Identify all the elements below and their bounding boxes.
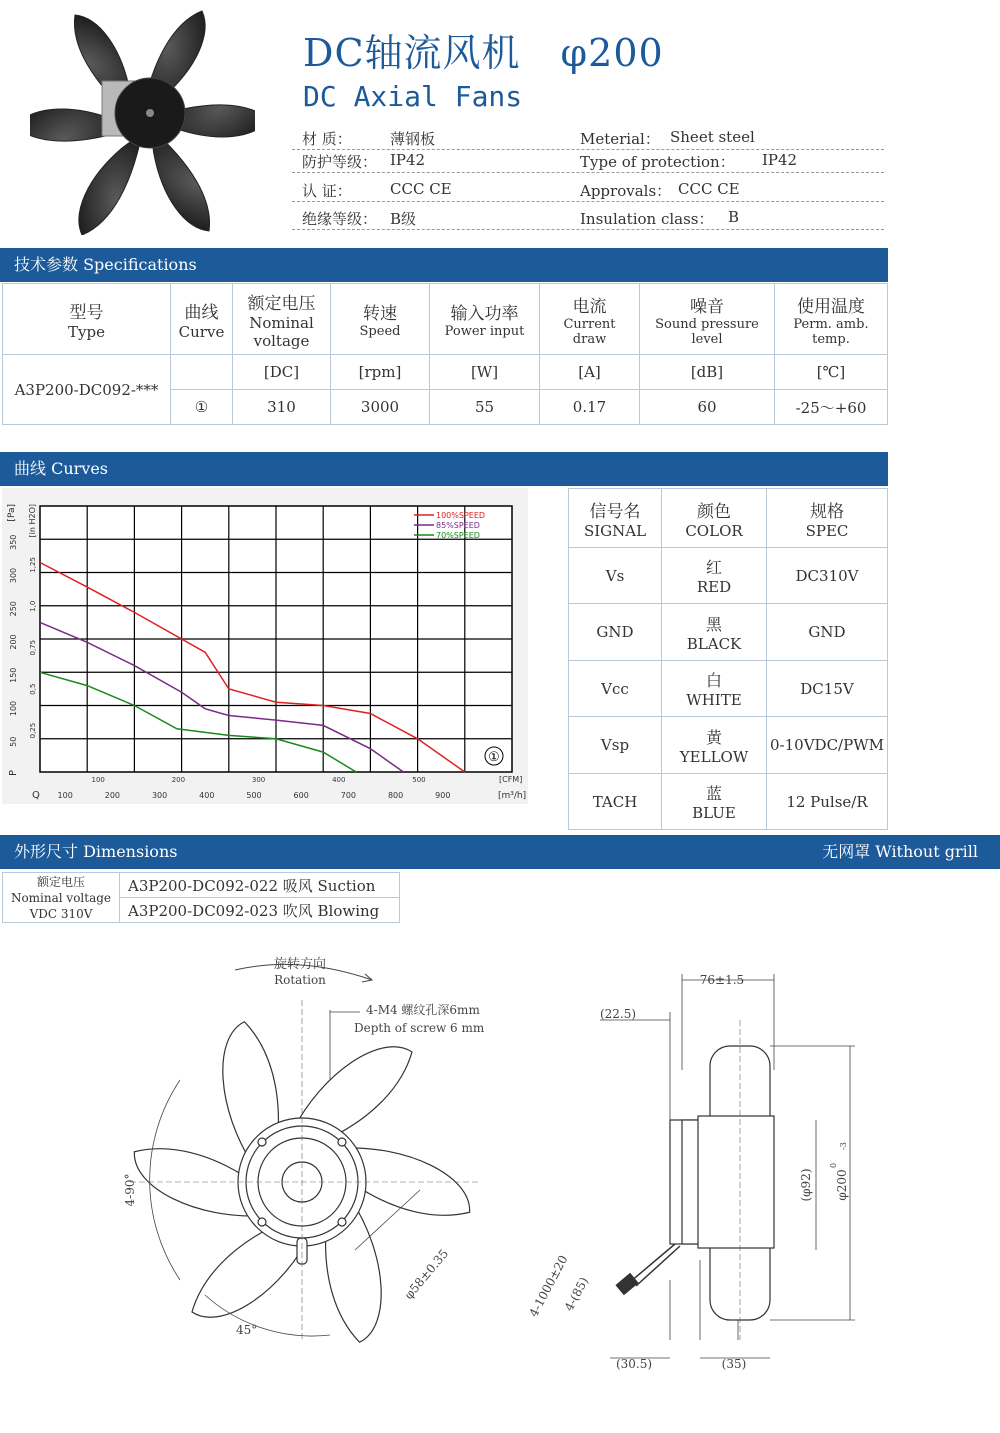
prop-label: 材 质： [302, 130, 352, 148]
svg-text:0: 0 [829, 1162, 838, 1168]
x-tick-label: 500 [246, 791, 262, 800]
x-axis-letter: Q [32, 790, 40, 801]
temp-cell: -25～+60 [775, 390, 888, 425]
voltage-cell: 额定电压 Nominal voltage VDC 310V [3, 873, 120, 923]
x-unit-m3h: [m³/h] [498, 791, 527, 801]
x-tick-label: 900 [435, 791, 451, 800]
curve-number-label: ① [488, 750, 500, 765]
prop-label-en: Type of protection： [580, 153, 735, 171]
svg-text:旋转方向: 旋转方向 [273, 957, 327, 972]
svg-text:(22.5): (22.5) [599, 1007, 637, 1021]
x-tick-label: 400 [199, 791, 215, 800]
y2-tick-label: 1,25 [29, 557, 37, 573]
svg-text:(φ92): (φ92) [799, 1168, 813, 1202]
y-tick-label: 300 [9, 567, 18, 584]
unit-cell: [DC] [233, 355, 331, 390]
prop-value-en: B [728, 208, 740, 226]
y2-tick-label: 0,5 [29, 683, 37, 695]
specs-section-header: 技术参数 Specifications [0, 248, 888, 282]
svg-text:4-90°: 4-90° [123, 1173, 137, 1207]
voltage-cell: 310 [233, 390, 331, 425]
prop-label-en: Approvals： [580, 182, 672, 200]
fan-product-photo [30, 5, 255, 235]
y-tick-label: 50 [9, 736, 18, 747]
y-tick-label: 100 [9, 700, 18, 717]
prop-value: CCC CE [390, 180, 452, 198]
property-row [292, 147, 884, 173]
prop-label: 防护等级： [302, 153, 378, 171]
dimensions-title: 外形尺寸 Dimensions [14, 842, 178, 861]
y-tick-label: 150 [9, 667, 18, 683]
svg-text:4-M4 螺纹孔深6mm: 4-M4 螺纹孔深6mm [366, 1003, 480, 1017]
y-tick-label: 200 [9, 634, 18, 650]
x-cfm-tick-label: 100 [91, 776, 105, 784]
col-voltage: 额定电压 Nominal voltage [233, 284, 331, 355]
prop-label: 认 证： [302, 182, 352, 200]
svg-text:φ200: φ200 [835, 1169, 849, 1201]
legend-label: 70%SPEED [436, 531, 480, 540]
x-tick-label: 700 [340, 791, 357, 800]
side-view-drawing [510, 960, 890, 1380]
unit-cell: [dB] [640, 355, 775, 390]
curve-cell: ① [171, 390, 233, 425]
model-table [2, 872, 400, 923]
x-tick-label: 200 [104, 791, 121, 800]
page-title [303, 22, 664, 77]
performance-chart [2, 488, 528, 804]
spec-header: 规格 SPEC [767, 489, 888, 548]
without-grill-label: 无网罩 Without grill [822, 842, 978, 861]
y-tick-label: 350 [9, 534, 18, 550]
property-row [292, 176, 884, 202]
svg-text:Depth of screw 6 mm: Depth of screw 6 mm [354, 1021, 485, 1035]
svg-text:4-(85): 4-(85) [561, 1274, 592, 1314]
prop-value: B级 [390, 210, 417, 228]
x-cfm-tick-label: 200 [171, 776, 186, 784]
prop-value-en: IP42 [762, 151, 798, 169]
speed-cell: 3000 [331, 390, 430, 425]
title-zh: DC轴流风机 [303, 31, 521, 75]
y-tick-label: 250 [9, 601, 18, 617]
x-tick-label: 300 [151, 791, 168, 800]
prop-label: 绝缘等级： [302, 210, 378, 228]
model-cell: A3P200-DC092-*** [3, 355, 171, 425]
svg-text:(30.5): (30.5) [615, 1357, 653, 1371]
unit-cell: [℃] [775, 355, 888, 390]
prop-label-en: Meterial： [580, 130, 660, 148]
signal-header: 信号名 SIGNAL [569, 489, 662, 548]
power-cell: 55 [430, 390, 540, 425]
model-blowing: A3P200-DC092-023 吹风 Blowing [120, 898, 400, 923]
prop-value-en: CCC CE [678, 180, 740, 198]
x-tick-label: 600 [293, 791, 309, 800]
col-current: 电流 Current draw [540, 284, 640, 355]
x-cfm-tick-label: 300 [251, 776, 266, 784]
current-cell: 0.17 [540, 390, 640, 425]
property-row [292, 204, 884, 230]
model-suction: A3P200-DC092-022 吸风 Suction [120, 873, 400, 898]
front-view-drawing [110, 950, 510, 1350]
svg-text:4-1000±20: 4-1000±20 [526, 1253, 571, 1320]
prop-value-en: Sheet steel [670, 128, 755, 146]
title-size: φ200 [560, 31, 664, 75]
page-subtitle: DC Axial Fans [303, 80, 523, 113]
col-curve: 曲线 Curve [171, 284, 233, 355]
x-unit-cfm: [CFM] [499, 775, 523, 784]
svg-text:-3: -3 [839, 1142, 848, 1150]
prop-label-en: Insulation class： [580, 210, 714, 228]
prop-value: 薄钢板 [390, 130, 436, 148]
unit-cell: [rpm] [331, 355, 430, 390]
x-cfm-tick-label: 500 [412, 776, 426, 784]
y2-tick-label: 0,75 [29, 639, 37, 656]
col-temp: 使用温度 Perm. amb. temp. [775, 284, 888, 355]
x-tick-label: 100 [57, 791, 73, 800]
y2-tick-label: 1,0 [29, 600, 37, 612]
signal-table [568, 488, 888, 830]
svg-text:45°: 45° [236, 1323, 258, 1337]
x-cfm-tick-label: 400 [332, 776, 346, 784]
y2-unit-label: [in H2O] [28, 504, 37, 538]
legend-label: 100%SPEED [436, 511, 486, 520]
svg-text:φ58±0.35: φ58±0.35 [401, 1246, 452, 1302]
unit-cell: [W] [430, 355, 540, 390]
svg-text:(35): (35) [721, 1357, 747, 1371]
signal-row: Vs 红 RED DC310V [569, 548, 888, 604]
unit-cell: [A] [540, 355, 640, 390]
col-type: 型号 Type [3, 284, 171, 355]
legend-label: 85%SPEED [436, 521, 480, 530]
signal-row: Vsp 黄 YELLOW 0-10VDC/PWM [569, 717, 888, 774]
color-header: 颜色 COLOR [662, 489, 767, 548]
noise-cell: 60 [640, 390, 775, 425]
signal-row: Vcc 白 WHITE DC15V [569, 661, 888, 717]
y-unit-label: [Pa] [7, 504, 17, 522]
signal-row: GND 黑 BLACK GND [569, 604, 888, 661]
svg-text:Rotation: Rotation [274, 973, 326, 987]
dimensions-section-header [0, 835, 1000, 869]
prop-value: IP42 [390, 151, 426, 169]
specs-table [2, 283, 888, 425]
y2-tick-label: 0,25 [29, 722, 37, 739]
curves-section-header: 曲线 Curves [0, 452, 888, 486]
col-noise: 噪音 Sound pressure level [640, 284, 775, 355]
col-speed: 转速 Speed [331, 284, 430, 355]
x-tick-label: 800 [387, 791, 404, 800]
signal-row: TACH 蓝 BLUE 12 Pulse/R [569, 774, 888, 830]
y-axis-letter: P [8, 769, 19, 776]
col-power: 输入功率 Power input [430, 284, 540, 355]
svg-text:76±1.5: 76±1.5 [699, 973, 745, 987]
